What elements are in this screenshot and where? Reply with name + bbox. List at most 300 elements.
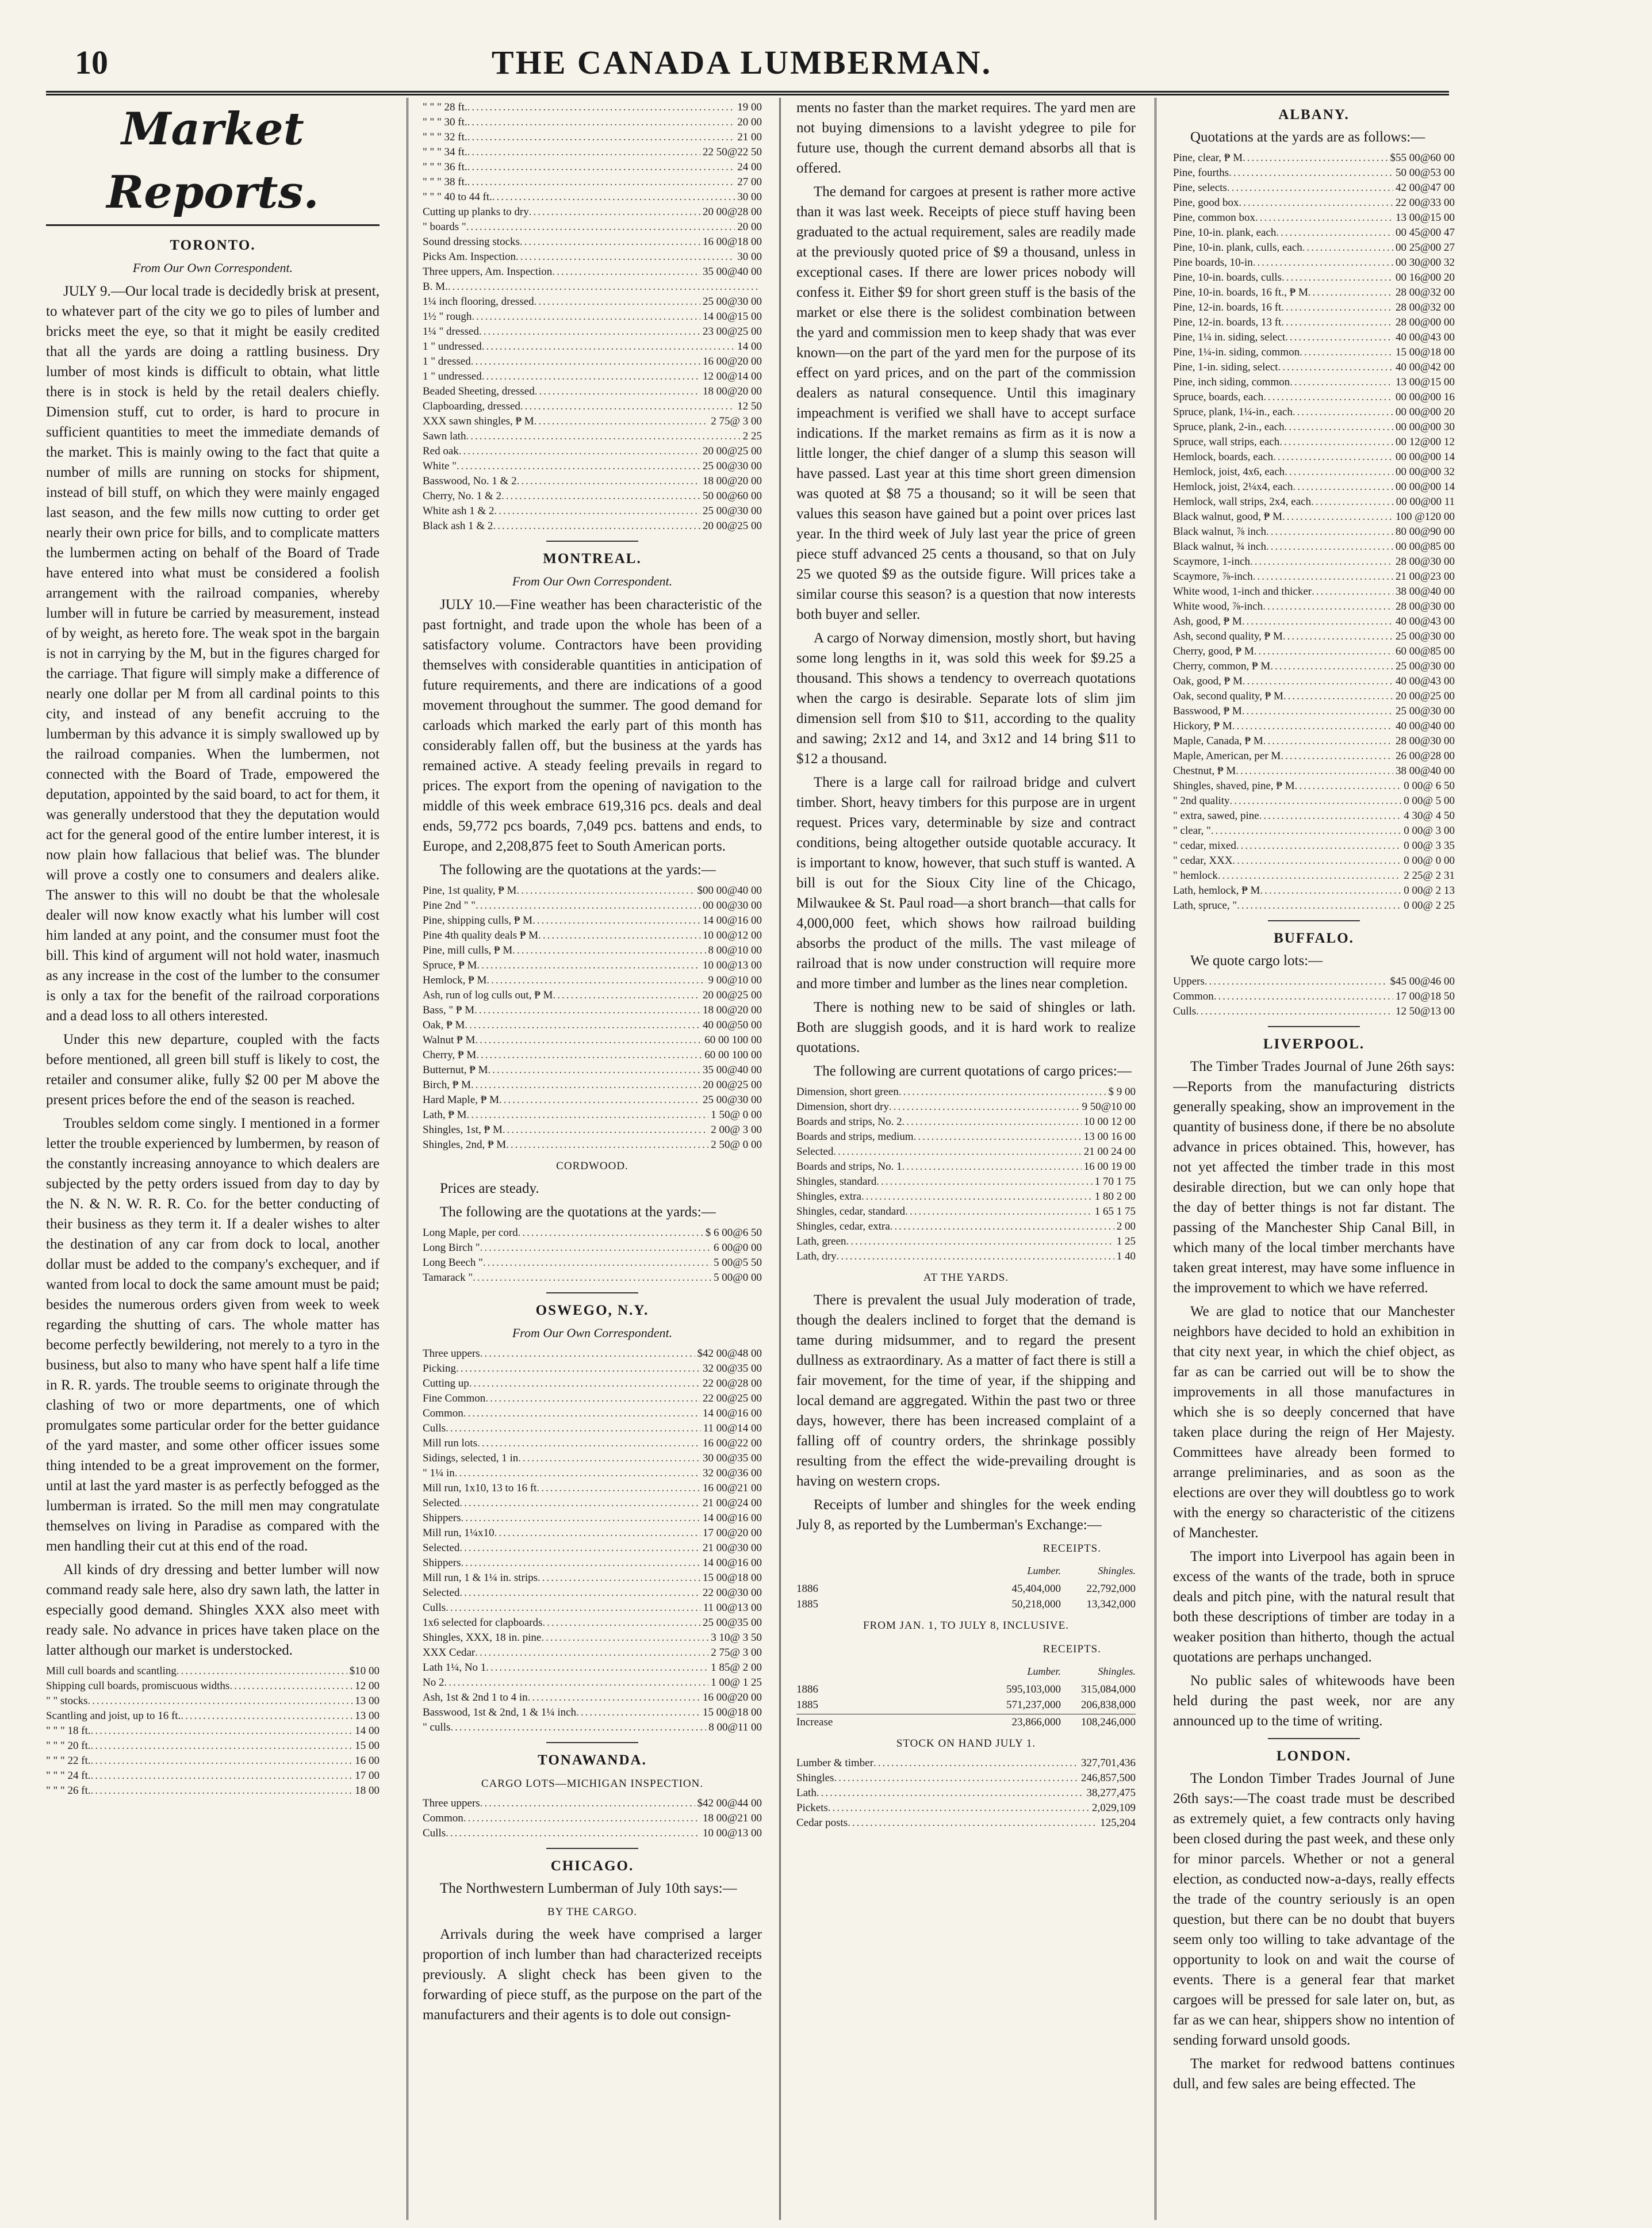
tonawanda-price-list — [423, 1796, 762, 1841]
price-value: 00 16@00 20 — [1396, 271, 1455, 284]
leader-dots — [873, 1756, 1079, 1771]
price-label: Shingles, XXX, 18 in. pine — [423, 1632, 542, 1644]
price-label: B. M. — [423, 281, 448, 293]
price-row — [423, 309, 762, 324]
price-label: " " " 22 ft. — [46, 1755, 91, 1767]
price-label: Shingles, standard — [796, 1176, 877, 1188]
leader-dots — [1283, 629, 1393, 644]
price-label: Pine, 10-in. plank, each — [1173, 227, 1277, 239]
price-value: 327,701,436 — [1081, 1757, 1136, 1769]
price-value: 18 00@20 00 — [703, 475, 762, 487]
price-value: $45 00@46 00 — [1390, 975, 1455, 987]
at-the-yards-heading: AT THE YARDS. — [923, 1272, 1009, 1284]
price-row — [1173, 749, 1455, 764]
price-label: " 1¼ in — [423, 1467, 455, 1479]
leader-dots — [1266, 539, 1393, 554]
price-value: $ 6 00@6 50 — [705, 1227, 762, 1239]
price-label: " culls — [423, 1721, 451, 1733]
price-label: Scaymore, ⅞-inch — [1173, 571, 1253, 583]
price-label: Culls — [423, 1602, 446, 1614]
price-row — [1173, 181, 1455, 196]
price-label: No 2 — [423, 1676, 444, 1689]
leader-dots — [471, 1078, 700, 1093]
liverpool-paragraph: The Timber Trades Journal of June 26th says:—Reports from the manufacturing districts generally speaking, show an improvement in the quantity of business done, if there be no absolute advance in prices obtained. This, however, has not yet affected the timber trade in this most desirable direction, but we can only hope that the day of better things is not far distant. The passing of the Manchester Ship Canal Bill, in which many of the local timber merchants have taken great interest, may have some influence in the improvement to which we have referred. — [1173, 1059, 1455, 1296]
price-row — [423, 1078, 762, 1093]
leader-dots — [528, 1690, 700, 1705]
price-value: 22 00@33 00 — [1396, 197, 1455, 209]
receipts-shingles: 13,342,000 — [1086, 1598, 1136, 1610]
price-row — [796, 1174, 1136, 1189]
price-label: Lath, dry — [796, 1250, 837, 1262]
price-label: Pine, 10-in. plank, culls, each — [1173, 242, 1302, 254]
price-label: Ash, run of log culls out, ₱ M — [423, 989, 553, 1001]
from-jan-heading: FROM JAN. 1, TO JULY 8, INCLUSIVE. — [863, 1620, 1069, 1632]
price-value: 50 00@53 00 — [1396, 167, 1455, 179]
tonawanda-subheading: CARGO LOTS—MICHIGAN INSPECTION. — [481, 1778, 704, 1790]
price-value: 14 00 — [737, 340, 762, 353]
price-row — [423, 1705, 762, 1720]
price-value: 24 00 — [737, 161, 762, 173]
liverpool-paragraph: No public sales of whitewoods have been held during the past week, nor are any announced up to the time of writing. — [1173, 1673, 1455, 1729]
price-value: 16 00@20 00 — [703, 1691, 762, 1703]
price-value: 38 00@40 00 — [1396, 765, 1455, 777]
price-value: 32 00@36 00 — [703, 1467, 762, 1479]
section-separator — [1268, 1738, 1360, 1739]
leader-dots — [467, 115, 735, 130]
price-value: 4 30@ 4 50 — [1404, 810, 1455, 822]
receipts-row — [796, 1597, 1136, 1612]
price-row — [423, 988, 762, 1003]
price-label: 1 " undressed — [423, 340, 482, 353]
price-value: 0 00@ 2 13 — [1404, 885, 1455, 897]
price-label: Picks Am. Inspection — [423, 251, 516, 263]
price-value: 25 00@30 00 — [1396, 660, 1455, 672]
leader-dots — [1281, 300, 1393, 315]
price-value: 1 85@ 2 00 — [711, 1662, 762, 1674]
price-value: 25 00@30 00 — [1396, 705, 1455, 717]
price-value: 00 12@00 12 — [1396, 436, 1455, 448]
receipts-ytd-table — [796, 1682, 1136, 1713]
price-value: 22 50@22 50 — [703, 146, 762, 158]
price-value: 30 00 — [737, 191, 762, 203]
receipts-year: 1885 — [796, 1598, 818, 1610]
price-row — [423, 1033, 762, 1048]
cordwood-heading: CORDWOOD. — [556, 1160, 628, 1172]
price-label: Culls — [423, 1827, 446, 1839]
price-row — [46, 1783, 380, 1798]
leader-dots — [457, 459, 700, 474]
leader-dots — [1253, 569, 1393, 584]
leader-dots — [471, 354, 700, 369]
price-value: 8 00@11 00 — [708, 1721, 762, 1733]
chicago-paragraph: The following are current quotations of cargo prices:— — [814, 1063, 1132, 1079]
price-label: Pine, good box — [1173, 197, 1239, 209]
chicago-paragraph: ments no faster than the market requires. The yard men are not buying dimensions to a lavisht ydegree to pile for future use, though the current demand absorbs all that is offered. — [796, 100, 1136, 176]
stock-on-hand-heading: STOCK ON HAND JULY 1. — [896, 1737, 1036, 1750]
leader-dots — [541, 1630, 708, 1645]
leader-dots — [1282, 270, 1393, 285]
price-label: Lath, ₱ M — [423, 1109, 467, 1121]
leader-dots — [1311, 495, 1394, 510]
price-row — [796, 1801, 1136, 1816]
buffalo-heading: BUFFALO. — [1274, 931, 1354, 946]
price-label: Cedar posts — [796, 1817, 848, 1829]
price-row — [796, 1189, 1136, 1204]
price-label: " " " 32 ft. — [423, 131, 467, 143]
price-value: 100 @120 00 — [1396, 511, 1455, 523]
price-value: 1 40 — [1116, 1250, 1136, 1262]
price-row — [796, 1144, 1136, 1159]
price-row — [423, 250, 762, 265]
toronto-price-list — [46, 1664, 380, 1798]
price-value: 13 00 — [355, 1695, 380, 1707]
price-label: Lath 1¼, No 1 — [423, 1662, 486, 1674]
leader-dots — [1230, 794, 1402, 809]
tonawanda-heading: TONAWANDA. — [538, 1752, 647, 1768]
price-label: Spruce, ₱ M — [423, 959, 477, 971]
price-row — [423, 399, 762, 414]
price-value: 2 25 — [742, 430, 762, 442]
leader-dots — [488, 1063, 700, 1078]
receipts-lumber: 571,237,000 — [1006, 1699, 1061, 1711]
price-value: 25 00@35 00 — [703, 1617, 762, 1629]
price-label: Pine, clear, ₱ M — [1173, 152, 1243, 164]
price-label: " cedar, XXX — [1173, 855, 1233, 867]
price-row — [423, 1526, 762, 1541]
leader-dots — [538, 928, 700, 943]
price-value: 2 00@ 3 00 — [711, 1124, 762, 1136]
price-label: Ash, good, ₱ M — [1173, 615, 1242, 627]
leader-dots — [1278, 360, 1393, 375]
price-label: Three uppers, Am. Inspection — [423, 266, 553, 278]
leader-dots — [480, 1346, 695, 1361]
price-value: 25 00@30 00 — [703, 1094, 762, 1106]
price-value: 20 00@25 00 — [703, 1079, 762, 1091]
price-value: $55 00@60 00 — [1390, 152, 1455, 164]
leader-dots — [1295, 779, 1402, 794]
price-label: Black ash 1 & 2 — [423, 520, 493, 532]
price-row — [423, 1796, 762, 1811]
leader-dots — [495, 504, 700, 519]
price-row — [423, 1541, 762, 1556]
price-row — [423, 1391, 762, 1406]
price-value: 12 00@14 00 — [703, 370, 762, 382]
leader-dots — [91, 1754, 353, 1768]
chicago-paragraph: Receipts of lumber and shingles for the week ending July 8, as reported by the Lumberman's Exchange:— — [796, 1497, 1136, 1533]
price-label: Pine, mill culls, ₱ M — [423, 944, 513, 956]
price-value: 5 00@0 00 — [714, 1272, 762, 1284]
leader-dots — [837, 1249, 1114, 1264]
price-row — [1173, 704, 1455, 719]
leader-dots — [486, 1660, 708, 1675]
leader-dots — [1293, 405, 1393, 420]
leader-dots — [1237, 898, 1401, 913]
price-value: 14 00@16 00 — [703, 1512, 762, 1524]
price-row — [423, 1481, 762, 1496]
leader-dots — [474, 1003, 700, 1018]
leader-dots — [492, 190, 735, 205]
price-row — [423, 1108, 762, 1123]
leader-dots — [459, 1496, 700, 1511]
leader-dots — [520, 235, 700, 250]
price-row — [796, 1756, 1136, 1771]
price-label: Spruce, wall strips, each — [1173, 436, 1280, 448]
price-row — [423, 235, 762, 250]
price-value: 28 00@32 00 — [1396, 286, 1455, 298]
price-row — [423, 1601, 762, 1616]
price-label: Shingles, 1st, ₱ M — [423, 1124, 503, 1136]
price-label: XXX Cedar — [423, 1647, 476, 1659]
price-label: Oak, second quality, ₱ M — [1173, 690, 1283, 702]
price-label: " cedar, mixed — [1173, 840, 1236, 852]
price-label: Pine, 1-in. siding, select — [1173, 361, 1278, 373]
price-value: 12 00 — [355, 1680, 380, 1692]
price-row — [1173, 629, 1455, 644]
price-label: Cherry, good, ₱ M — [1173, 645, 1254, 657]
price-value: 2,029,109 — [1092, 1802, 1136, 1814]
price-value: 00 45@00 47 — [1396, 227, 1455, 239]
price-value: 19 00 — [737, 101, 762, 113]
price-row — [1173, 375, 1455, 390]
leader-dots — [1263, 390, 1393, 405]
price-label: " " " 26 ft. — [46, 1785, 91, 1797]
leader-dots — [1211, 824, 1401, 839]
toronto-heading: TORONTO. — [170, 238, 256, 253]
price-row — [1173, 330, 1455, 345]
leader-dots — [833, 1144, 1081, 1159]
price-value: 9 50@10 00 — [1082, 1101, 1136, 1113]
price-value: 0 00@ 3 00 — [1404, 825, 1455, 837]
price-label: " " " 18 ft. — [46, 1725, 91, 1737]
leader-dots — [516, 250, 735, 265]
leader-dots — [88, 1694, 353, 1709]
leader-dots — [529, 205, 700, 220]
price-row — [1173, 196, 1455, 210]
liverpool-heading: LIVERPOOL. — [1263, 1036, 1365, 1052]
price-row — [423, 898, 762, 913]
receipts-table-header — [796, 1662, 1136, 1682]
oswego-heading: OSWEGO, N.Y. — [535, 1303, 649, 1318]
price-label: Boards and strips, medium — [796, 1131, 914, 1143]
buffalo-price-list — [1173, 974, 1455, 1019]
newspaper-title: THE CANADA LUMBERMAN. — [491, 44, 992, 81]
price-row — [1173, 644, 1455, 659]
price-value: 0 00@ 0 00 — [1404, 855, 1455, 867]
price-value: 40 00@43 00 — [1396, 331, 1455, 343]
price-value: 13 00@15 00 — [1396, 212, 1455, 224]
price-row — [423, 1138, 762, 1153]
price-row — [423, 1048, 762, 1063]
leader-dots — [1285, 465, 1393, 480]
price-row — [423, 474, 762, 489]
leader-dots — [467, 175, 735, 190]
receipts-shingles: 22,792,000 — [1086, 1583, 1136, 1595]
price-value: 14 00 — [355, 1725, 380, 1737]
price-row — [423, 1123, 762, 1138]
price-value: 35 00@40 00 — [703, 266, 762, 278]
price-label: Long Birch " — [423, 1242, 480, 1254]
chicago-paragraph: Arrivals during the week have comprised a larger proportion of inch lumber than had characterized receipts previously. A slight check has been given to the forwarding of piece stuff, as the purpose on the part of the manufacturers and their agents is to dole out consign- — [423, 1927, 762, 2023]
price-row — [1173, 853, 1455, 868]
price-label: Pine, 1st quality, ₱ M — [423, 885, 517, 897]
price-value: 60 00 100 00 — [704, 1049, 762, 1061]
price-row — [423, 1690, 762, 1705]
price-label: Spruce, boards, each — [1173, 391, 1264, 403]
price-value: 14 00@16 00 — [703, 914, 762, 927]
leader-dots — [1218, 868, 1401, 883]
price-label: Pine, 12-in. boards, 13 ft — [1173, 316, 1282, 328]
leader-dots — [455, 1466, 700, 1481]
price-label: White " — [423, 460, 457, 472]
price-label: 1 " dressed — [423, 355, 471, 367]
price-row — [423, 1270, 762, 1285]
price-row — [423, 444, 762, 459]
price-row — [423, 1720, 762, 1735]
leader-dots — [902, 1115, 1082, 1130]
price-row — [1173, 360, 1455, 375]
leader-dots — [890, 1219, 1114, 1234]
leader-dots — [1283, 689, 1393, 704]
price-row — [423, 1630, 762, 1645]
price-value: 125,204 — [1100, 1817, 1136, 1829]
price-label: Scaymore, 1-inch — [1173, 556, 1251, 568]
price-label: Shingles, extra — [796, 1190, 861, 1203]
leader-dots — [905, 1204, 1093, 1219]
price-label: Mill run, 1¼x10 — [423, 1527, 495, 1539]
price-label: Cutting up planks to dry — [423, 206, 529, 218]
price-label: Long Beech " — [423, 1257, 483, 1269]
price-value: 00 00@85 00 — [1396, 541, 1455, 553]
receipts-table-header — [796, 1561, 1136, 1581]
leader-dots — [1243, 674, 1393, 689]
leader-dots — [503, 1123, 708, 1138]
price-value: 18 00@20 00 — [703, 1004, 762, 1016]
price-value: 20 00@28 00 — [703, 206, 762, 218]
price-value: 1 65 1 75 — [1094, 1205, 1136, 1218]
price-label: " " " 36 ft. — [423, 161, 467, 173]
price-value: 3 10@ 3 50 — [711, 1632, 762, 1644]
price-label: Basswood, ₱ M — [1173, 705, 1242, 717]
price-row — [1173, 674, 1455, 689]
price-label: Ash, 1st & 2nd 1 to 4 in — [423, 1691, 528, 1703]
price-row — [1173, 255, 1455, 270]
price-value: 00 00@00 16 — [1396, 391, 1455, 403]
leader-dots — [1312, 584, 1393, 599]
price-row — [796, 1085, 1136, 1100]
price-row — [1173, 554, 1455, 569]
leader-dots — [1253, 255, 1393, 270]
price-label: Three uppers — [423, 1797, 480, 1809]
price-row — [1173, 435, 1455, 450]
price-value: 38 00@40 00 — [1396, 585, 1455, 598]
leader-dots — [480, 1796, 695, 1811]
leader-dots — [467, 160, 735, 175]
leader-dots — [1227, 181, 1393, 196]
price-label: Dimension, short dry — [796, 1101, 889, 1113]
price-row — [423, 429, 762, 444]
price-label: Maple, Canada, ₱ M — [1173, 735, 1263, 747]
price-label: Lath, spruce, " — [1173, 899, 1237, 912]
price-value: 20 00@25 00 — [703, 445, 762, 457]
price-row — [1173, 465, 1455, 480]
price-label: " " " 20 ft. — [46, 1740, 91, 1752]
price-value: 23 00@25 00 — [703, 326, 762, 338]
cordwood-price-list — [423, 1226, 762, 1285]
price-label: Shippers — [423, 1512, 461, 1524]
leader-dots — [91, 1783, 353, 1798]
price-value: 0 00@ 3 35 — [1404, 840, 1455, 852]
price-value: 10 00 12 00 — [1083, 1116, 1136, 1128]
toronto-paragraph: Troubles seldom come singly. I mentioned in a former letter the trouble experienced by lumbermen, by reason of the constantly increasing annoyance to which dealers are subjected by the petty orders issued from day to day by the N. & N. W. R. R. Co. for the better conducting of their business as they term it. If a dealer wishes to alter the destination of any car from dock to local, another dollar must be added to the company's exchequer, and if wanted from local to dock the same amount must be paid; besides the numerous orders given from week to week regarding the shutting of cars. The whole matter has become perfectly bewildering, not merely to a tyro in the business, but also to many who have spent half a life time in R. R. yards. The trouble seems to originate through the clashing of two or more departments, one of which promulgates some particular order for the better guidance of the yard master, and some other officer issues some thing intended to be a great improvement on the former, until at last the yard master is as perfectly befogged as the lumberman is irrated. So the mill men may congratulate themselves on living in Paradise as compared with the men handling their cut at this end of the road. — [46, 1116, 380, 1554]
price-value: 80 00@90 00 — [1396, 526, 1455, 538]
leader-dots — [475, 1033, 702, 1048]
price-row — [1173, 974, 1455, 989]
price-value: 40 00@43 00 — [1396, 675, 1455, 687]
leader-dots — [1285, 330, 1393, 345]
price-row — [1173, 824, 1455, 839]
price-row — [423, 1571, 762, 1586]
leader-dots — [467, 1108, 709, 1123]
price-row — [423, 1645, 762, 1660]
price-value: 27 00 — [737, 176, 762, 188]
leader-dots — [482, 339, 735, 354]
price-label: Red oak — [423, 445, 459, 457]
price-value: 21 00@30 00 — [703, 1542, 762, 1554]
price-label: Selected — [796, 1146, 834, 1158]
price-label: Common — [1173, 990, 1214, 1002]
price-label: Beaded Sheeting, dressed — [423, 385, 535, 397]
toronto-paragraph: Under this new departure, coupled with the facts before mentioned, all green bill stuff is likely to cost, the retailer and consumer alike, fully $2 00 per M above the present prices before the end of the season is reached. — [46, 1032, 380, 1108]
price-row — [423, 1421, 762, 1436]
price-row — [423, 1811, 762, 1826]
price-label: Pine, 12-in. boards, 16 ft — [1173, 301, 1282, 313]
price-value: 2 75@ 3 00 — [711, 415, 762, 427]
price-row — [423, 175, 762, 190]
price-row — [1173, 764, 1455, 779]
price-row — [46, 1768, 380, 1783]
leader-dots — [1281, 315, 1393, 330]
leader-dots — [817, 1786, 1084, 1801]
price-label: Cherry, ₱ M — [423, 1049, 477, 1061]
leader-dots — [1255, 210, 1393, 225]
price-label: Pine, 10-in. boards, culls — [1173, 271, 1282, 284]
price-label: Birch, ₱ M — [423, 1079, 471, 1091]
leader-dots — [532, 913, 700, 928]
price-row — [423, 504, 762, 519]
leader-dots — [889, 1100, 1080, 1115]
leader-dots — [485, 1391, 700, 1406]
price-label: Shingles, cedar, standard — [796, 1205, 906, 1218]
price-row — [423, 459, 762, 474]
price-label: Maple, American, per M — [1173, 750, 1281, 762]
leader-dots — [902, 1159, 1082, 1174]
price-row — [423, 1616, 762, 1630]
price-value: 12 50@13 00 — [1396, 1005, 1455, 1017]
montreal-heading: MONTREAL. — [543, 551, 642, 566]
leader-dots — [1282, 510, 1393, 525]
price-value: $ 9 00 — [1108, 1086, 1136, 1098]
by-the-cargo-heading: BY THE CARGO. — [547, 1906, 638, 1918]
price-row — [423, 1018, 762, 1033]
leader-dots — [1276, 225, 1393, 240]
leader-dots — [1266, 525, 1393, 539]
price-row — [796, 1100, 1136, 1115]
london-heading: LONDON. — [1277, 1748, 1351, 1764]
price-value: 28 00@30 00 — [1396, 556, 1455, 568]
price-label: " " " 28 ft. — [423, 101, 467, 113]
increase-label: Increase — [796, 1716, 833, 1728]
price-row — [1173, 525, 1455, 539]
